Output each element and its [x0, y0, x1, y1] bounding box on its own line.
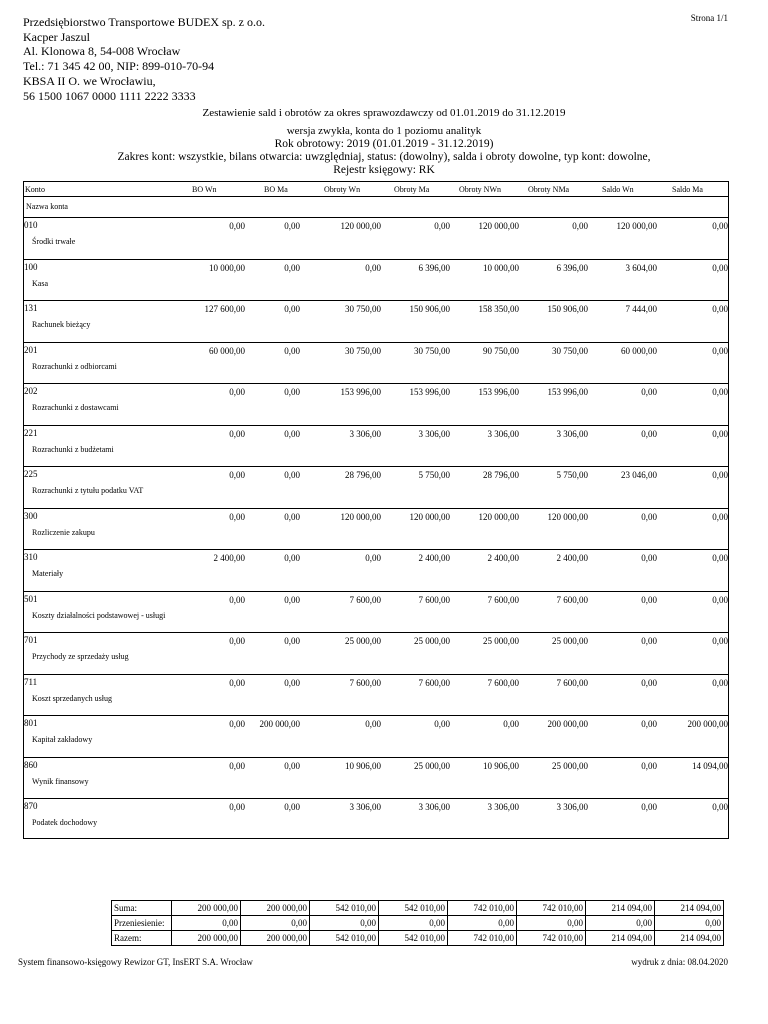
header-obroty-wn: Obroty Wn	[324, 185, 361, 194]
account-name: Rachunek bieżący	[32, 320, 91, 329]
account-value: 0,00	[503, 719, 519, 729]
account-name: Kapitał zakładowy	[32, 735, 93, 744]
account-value: 10 906,00	[483, 760, 519, 771]
account-value: 120 000,00	[409, 511, 450, 522]
account-value: 120 000,00	[478, 511, 519, 522]
account-value: 30 750,00	[552, 345, 588, 356]
account-value: 3 306,00	[487, 802, 519, 812]
account-value: 6 396,00	[418, 262, 450, 273]
account-value: 120 000,00	[340, 221, 381, 231]
account-value: 0,00	[284, 345, 300, 356]
account-value: 0,00	[712, 636, 728, 646]
account-value: 0,00	[229, 719, 245, 729]
account-value: 14 094,00	[692, 760, 728, 771]
account-value: 0,00	[229, 511, 245, 522]
company-address: Al. Klonowa 8, 54-008 Wrocław	[23, 44, 181, 59]
account-value: 25 000,00	[483, 636, 519, 646]
account-value: 10 906,00	[345, 760, 381, 771]
account-value: 158 350,00	[478, 304, 519, 314]
account-value: 0,00	[229, 387, 245, 397]
account-code: 870	[24, 801, 38, 811]
account-value: 120 000,00	[547, 511, 588, 522]
account-name: Wynik finansowy	[32, 776, 89, 786]
summary-label: Przeniesienie:	[112, 916, 172, 931]
summary-value: 0,00	[655, 916, 724, 931]
account-value: 0,00	[229, 677, 245, 688]
account-value: 0,00	[712, 553, 728, 563]
account-value: 150 906,00	[547, 304, 588, 314]
summary-value: 214 094,00	[655, 901, 724, 916]
account-value: 0,00	[284, 304, 300, 314]
account-value: 0,00	[712, 428, 728, 439]
summary-value: 0,00	[517, 916, 586, 931]
account-value: 2 400,00	[487, 553, 519, 563]
account-value: 5 750,00	[418, 470, 450, 480]
company-name: Przedsiębiorstwo Transportowe BUDEX sp. z o.o.	[23, 15, 265, 29]
account-value: 7 600,00	[349, 594, 381, 605]
table-row	[24, 715, 728, 758]
table-row	[24, 383, 728, 426]
account-name: Podatek dochodowy	[32, 818, 98, 827]
footer-system: System finansowo-księgowy Rewizor GT, InsERT S.A. Wrocław	[18, 957, 253, 967]
table-row	[24, 425, 728, 468]
account-value: 0,00	[641, 553, 657, 563]
account-value: 153 996,00	[547, 387, 588, 397]
account-value: 3 604,00	[625, 262, 657, 273]
table-row	[24, 549, 728, 592]
account-code: 310	[24, 552, 38, 562]
summary-value: 0,00	[172, 916, 241, 931]
account-value: 200 000,00	[687, 719, 728, 729]
account-name: Materiały	[32, 569, 64, 578]
account-code: 860	[24, 759, 38, 770]
account-value: 25 000,00	[552, 760, 588, 771]
account-value: 153 996,00	[409, 387, 450, 397]
account-value: 0,00	[712, 387, 728, 397]
account-value: 0,00	[284, 636, 300, 646]
account-value: 0,00	[284, 760, 300, 771]
header-account-name: Nazwa konta	[26, 202, 68, 211]
account-value: 0,00	[229, 428, 245, 439]
account-value: 0,00	[572, 221, 588, 231]
summary-value: 742 010,00	[448, 931, 517, 946]
account-name: Rozrachunki z odbiorcami	[32, 361, 117, 371]
account-value: 0,00	[365, 719, 381, 729]
account-code: 221	[24, 427, 38, 438]
report-version: wersja zwykła, konta do 1 poziomu analityk	[286, 125, 482, 137]
account-value: 0,00	[641, 594, 657, 605]
account-value: 7 600,00	[349, 677, 381, 688]
ledger-register: Rejestr księgowy: RK	[333, 164, 435, 176]
account-value: 0,00	[641, 677, 657, 688]
account-value: 0,00	[284, 387, 300, 397]
account-name: Rozrachunki z budżetami	[32, 444, 114, 454]
table-row	[24, 674, 728, 717]
account-value: 7 600,00	[487, 677, 519, 688]
account-code: 501	[24, 593, 38, 604]
account-value: 7 600,00	[556, 594, 588, 605]
table-row	[24, 259, 728, 302]
account-value: 120 000,00	[478, 221, 519, 231]
account-name: Rozrachunki z dostawcami	[32, 403, 119, 412]
summary-table	[111, 900, 724, 946]
account-value: 6 396,00	[556, 262, 588, 273]
account-value: 0,00	[229, 470, 245, 480]
account-value: 2 400,00	[418, 553, 450, 563]
account-value: 3 306,00	[349, 802, 381, 812]
account-value: 10 000,00	[483, 262, 519, 273]
account-value: 7 600,00	[487, 594, 519, 605]
account-value: 60 000,00	[209, 345, 245, 356]
contact-person: Kacper Jaszul	[23, 29, 90, 44]
account-value: 0,00	[434, 719, 450, 729]
header-obroty-ma: Obroty Ma	[394, 185, 430, 194]
bank-account: 56 1500 1067 0000 1111 2222 3333	[23, 88, 196, 103]
account-value: 150 906,00	[409, 304, 450, 314]
account-value: 5 750,00	[556, 470, 588, 480]
account-value: 0,00	[641, 387, 657, 397]
header-obroty-nma: Obroty NMa	[528, 185, 570, 194]
table-row	[24, 300, 728, 343]
account-code: 010	[24, 220, 38, 230]
summary-value: 0,00	[310, 916, 379, 931]
account-name: Rozrachunki z tytułu podatku VAT	[32, 486, 144, 495]
account-value: 0,00	[284, 511, 300, 522]
header-saldo-wn: Saldo Wn	[602, 185, 634, 194]
account-value: 0,00	[641, 428, 657, 439]
account-code: 131	[24, 303, 38, 313]
account-value: 0,00	[229, 802, 245, 812]
table-row	[24, 217, 728, 260]
account-value: 0,00	[434, 221, 450, 231]
account-value: 25 000,00	[552, 636, 588, 646]
account-code: 711	[24, 676, 38, 687]
account-value: 25 000,00	[414, 636, 450, 646]
summary-value: 200 000,00	[172, 931, 241, 946]
account-value: 0,00	[229, 636, 245, 646]
account-value: 120 000,00	[340, 511, 381, 522]
account-value: 10 000,00	[209, 262, 245, 273]
account-code: 300	[24, 510, 38, 521]
account-value: 0,00	[641, 511, 657, 522]
table-row	[24, 591, 728, 634]
summary-value: 542 010,00	[310, 931, 379, 946]
account-value: 200 000,00	[547, 719, 588, 729]
account-value: 0,00	[712, 802, 728, 812]
account-value: 0,00	[284, 677, 300, 688]
account-value: 153 996,00	[340, 387, 381, 397]
summary-label: Razem:	[112, 931, 172, 946]
account-value: 30 750,00	[414, 345, 450, 356]
account-value: 3 306,00	[556, 802, 588, 812]
account-value: 0,00	[712, 511, 728, 522]
account-value: 7 600,00	[556, 677, 588, 688]
report-title: Zestawienie sald i obrotów za okres sprawozdawczy od 01.01.2019 do 31.12.2019	[202, 107, 566, 119]
account-value: 0,00	[365, 553, 381, 563]
account-value: 0,00	[229, 221, 245, 231]
account-value: 25 000,00	[345, 636, 381, 646]
account-code: 201	[24, 344, 38, 355]
account-value: 0,00	[712, 304, 728, 314]
table-row	[24, 342, 728, 385]
account-code: 100	[24, 261, 38, 272]
account-value: 0,00	[284, 802, 300, 812]
account-value: 7 600,00	[418, 677, 450, 688]
account-value: 0,00	[641, 636, 657, 646]
summary-value: 742 010,00	[448, 901, 517, 916]
account-value: 0,00	[229, 760, 245, 771]
account-name: Rozliczenie zakupu	[32, 527, 95, 537]
account-name: Koszt sprzedanych usług	[32, 693, 112, 703]
account-value: 0,00	[641, 760, 657, 771]
account-name: Środki trwałe	[32, 237, 76, 246]
summary-value: 0,00	[448, 916, 517, 931]
summary-row	[112, 916, 724, 931]
table-row	[24, 757, 728, 800]
account-value: 0,00	[712, 221, 728, 231]
account-value: 0,00	[712, 345, 728, 356]
account-name: Koszty działalności podstawowej - usługi	[32, 610, 166, 620]
fiscal-year: Rok obrotowy: 2019 (01.01.2019 - 31.12.2019)	[274, 138, 494, 150]
account-value: 2 400,00	[213, 553, 245, 563]
account-value: 0,00	[284, 553, 300, 563]
account-value: 0,00	[284, 262, 300, 273]
account-value: 3 306,00	[349, 428, 381, 439]
header-account: Konto	[25, 185, 45, 194]
summary-value: 214 094,00	[586, 901, 655, 916]
account-value: 30 750,00	[345, 304, 381, 314]
summary-value: 542 010,00	[379, 931, 448, 946]
account-value: 0,00	[284, 221, 300, 231]
account-value: 3 306,00	[418, 428, 450, 439]
account-value: 120 000,00	[616, 221, 657, 231]
report-titles	[0, 106, 768, 177]
summary-value: 0,00	[241, 916, 310, 931]
table-row	[24, 466, 728, 509]
account-name: Przychody ze sprzedaży usług	[32, 652, 129, 661]
account-value: 0,00	[641, 802, 657, 812]
company-phone-nip: Tel.: 71 345 42 00, NIP: 899-010-70-94	[23, 59, 215, 74]
account-value: 2 400,00	[556, 553, 588, 563]
account-value: 60 000,00	[621, 345, 657, 356]
account-range: Zakres kont: wszystkie, bilans otwarcia: uwzględniaj, status: (dowolny), salda i obroty dowolne, typ kont: dowolne,	[117, 151, 651, 163]
summary-row	[112, 901, 724, 916]
account-value: 153 996,00	[478, 387, 519, 397]
company-header	[23, 15, 265, 103]
account-value: 30 750,00	[345, 345, 381, 356]
summary-value: 200 000,00	[241, 931, 310, 946]
account-value: 90 750,00	[483, 345, 519, 356]
account-value: 0,00	[365, 262, 381, 273]
account-value: 0,00	[284, 470, 300, 480]
summary-value: 214 094,00	[655, 931, 724, 946]
summary-value: 742 010,00	[517, 901, 586, 916]
table-row	[24, 798, 728, 841]
account-value: 0,00	[712, 262, 728, 273]
account-name: Kasa	[32, 278, 48, 288]
summary-value: 0,00	[379, 916, 448, 931]
account-code: 202	[24, 386, 38, 396]
account-value: 0,00	[229, 594, 245, 605]
account-code: 801	[24, 718, 38, 728]
account-code: 225	[24, 469, 38, 479]
summary-value: 542 010,00	[310, 901, 379, 916]
header-obroty-nwn: Obroty NWn	[459, 185, 501, 194]
account-value: 0,00	[712, 594, 728, 605]
account-value: 7 600,00	[418, 594, 450, 605]
bank-name: KBSA II O. we Wrocławiu,	[23, 73, 156, 88]
table-row	[24, 508, 728, 551]
account-value: 28 796,00	[345, 470, 381, 480]
header-bo-wn: BO Wn	[192, 185, 217, 194]
header-saldo-ma: Saldo Ma	[672, 185, 703, 194]
account-value: 0,00	[712, 677, 728, 688]
account-value: 127 600,00	[204, 304, 245, 314]
account-value: 28 796,00	[483, 470, 519, 480]
account-value: 3 306,00	[418, 802, 450, 812]
balance-table	[23, 181, 729, 839]
account-value: 3 306,00	[487, 428, 519, 439]
account-code: 701	[24, 635, 38, 645]
summary-value: 200 000,00	[241, 901, 310, 916]
table-row	[24, 632, 728, 675]
account-value: 7 444,00	[625, 304, 657, 314]
summary-row	[112, 931, 724, 946]
account-value: 0,00	[712, 470, 728, 480]
summary-value: 0,00	[586, 916, 655, 931]
summary-value: 742 010,00	[517, 931, 586, 946]
account-value: 200 000,00	[259, 719, 300, 729]
page-number: Strona 1/1	[690, 13, 728, 23]
account-value: 0,00	[641, 719, 657, 729]
summary-value: 200 000,00	[172, 901, 241, 916]
summary-label: Suma:	[112, 901, 172, 916]
summary-value: 214 094,00	[586, 931, 655, 946]
account-value: 25 000,00	[414, 760, 450, 771]
footer-print-date: wydruk z dnia: 08.04.2020	[631, 957, 728, 967]
header-divider	[24, 196, 728, 197]
account-value: 0,00	[284, 594, 300, 605]
account-value: 0,00	[284, 428, 300, 439]
summary-value: 542 010,00	[379, 901, 448, 916]
account-value: 23 046,00	[621, 470, 657, 480]
header-bo-ma: BO Ma	[264, 185, 288, 194]
account-value: 3 306,00	[556, 428, 588, 439]
